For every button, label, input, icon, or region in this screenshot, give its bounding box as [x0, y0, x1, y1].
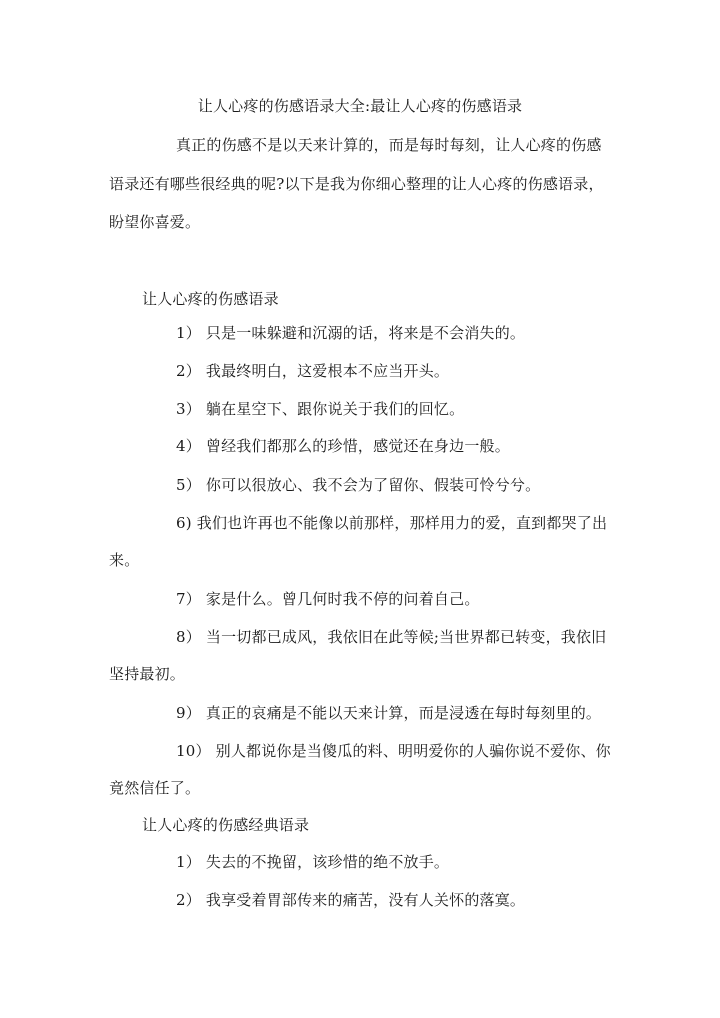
- document-title: 让人心疼的伤感语录大全:最让人心疼的伤感语录: [197, 97, 523, 115]
- list-item: 1） 只是一味躲避和沉溺的话，将来是不会消失的。: [176, 324, 526, 342]
- intro-line-3: 盼望你喜爱。: [109, 213, 201, 231]
- list-item-continuation: 竟然信任了。: [109, 779, 201, 797]
- list-item: 1） 失去的不挽留，该珍惜的绝不放手。: [176, 853, 450, 871]
- section-heading-1: 让人心疼的伤感语录: [142, 290, 279, 308]
- list-item: 5） 你可以很放心、我不会为了留你、假装可怜兮兮。: [176, 476, 541, 494]
- list-item-continuation: 来。: [109, 551, 140, 569]
- list-item: 10） 别人都说你是当傻瓜的料、明明爱你的人骗你说不爱你、你: [176, 742, 611, 760]
- list-item: 2） 我享受着胃部传来的痛苦，没有人关怀的落寞。: [176, 891, 526, 909]
- section-heading-2: 让人心疼的伤感经典语录: [142, 816, 310, 834]
- list-item: 7） 家是什么。曾几何时我不停的问着自己。: [176, 590, 480, 608]
- list-item: 4） 曾经我们都那么的珍惜，感觉还在身边一般。: [176, 437, 510, 455]
- list-item: 6) 我们也许再也不能像以前那样，那样用力的爱，直到都哭了出: [176, 514, 608, 532]
- list-item: 8） 当一切都已成风，我依旧在此等候;当世界都已转变，我依旧: [176, 628, 607, 646]
- list-item-continuation: 坚持最初。: [109, 665, 186, 683]
- intro-line-1: 真正的伤感不是以天来计算的，而是每时每刻，让人心疼的伤感: [176, 136, 602, 154]
- list-item: 9） 真正的哀痛是不能以天来计算，而是浸透在每时每刻里的。: [176, 704, 602, 722]
- list-item: 2） 我最终明白，这爱根本不应当开头。: [176, 362, 450, 380]
- intro-line-2: 语录还有哪些很经典的呢?以下是我为你细心整理的让人心疼的伤感语录，: [109, 175, 604, 193]
- list-item: 3） 躺在星空下、跟你说关于我们的回忆。: [176, 400, 465, 418]
